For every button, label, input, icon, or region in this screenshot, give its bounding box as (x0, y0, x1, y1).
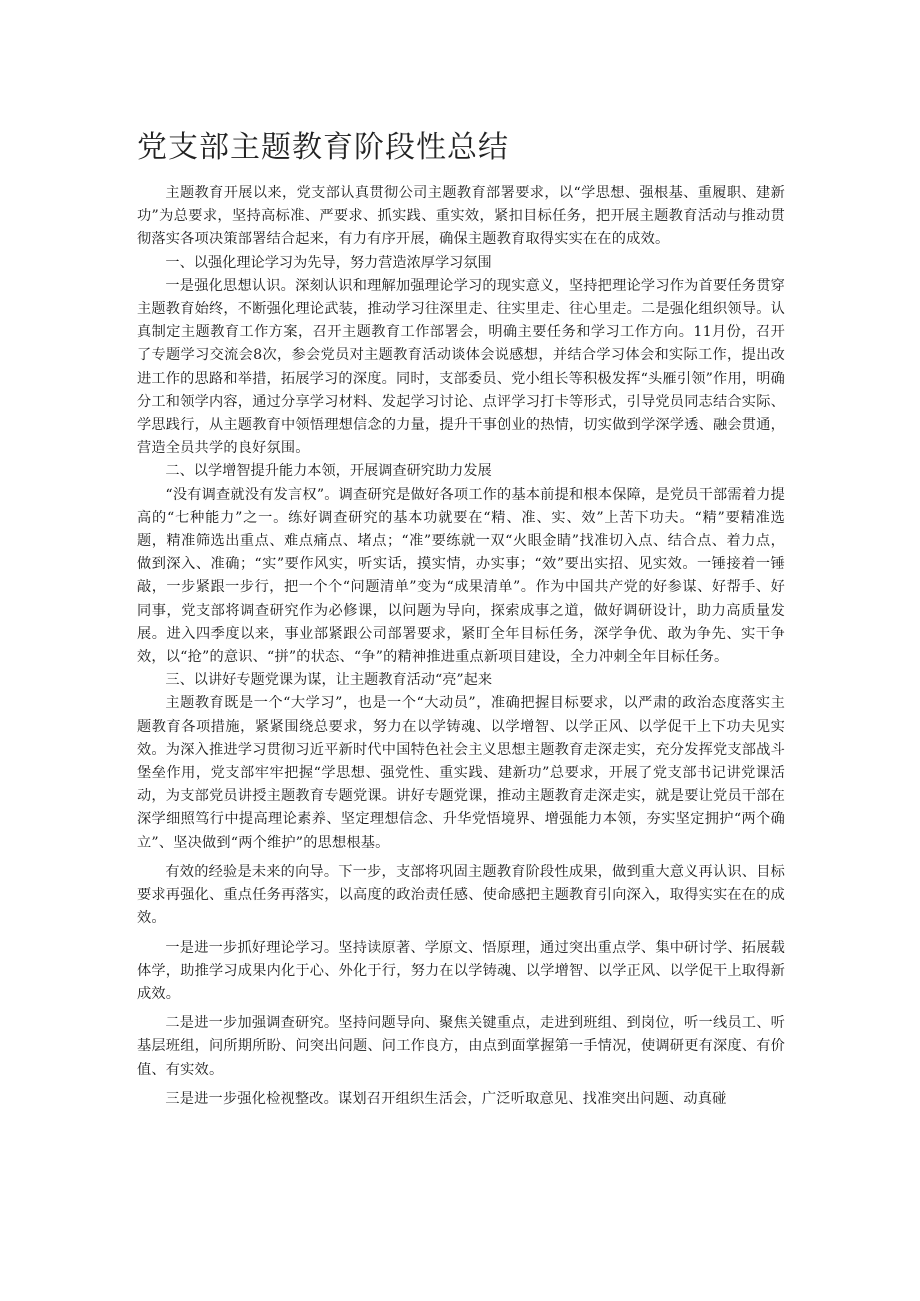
section3-body: 主题教育既是一个“大学习”，也是一个“大动员”，准确把握目标要求，以严肃的政治态度落实主题教育各项措施，紧紧围绕总要求，努力在以学铸魂、以学增智、以学正风、以学促干上下功夫见实效。为深入推进学习贯彻习近平新时代中国特色社会主义思想主题教育走深走实，充分发挥党支部战斗堡垒作用，党支部牢牢把握“学思想、强党性、重实践、建新功”总要求，开展了党支部书记讲党课活动，为支部党员讲授主题教育专题党课。讲好专题党课，推动主题教育走深走实，就是要让党员干部在深学细照笃行中提高理论素养、坚定理想信念、升华党悟境界、增强能力本领，夯实坚定拥护“两个确立”、坚决做到“两个维护”的思想根基。 (137, 695, 785, 851)
section3-heading: 三、以讲好专题党课为谋，让主题教育活动“亮”起来 (165, 672, 493, 689)
section2-heading: 二、以学增智提升能力本领，开展调查研究助力发展 (165, 463, 492, 480)
step1-paragraph: 一是进一步抓好理论学习。坚持读原著、学原文、悟原理，通过突出重点学、集中研讨学、拓展载体学，助推学习成果内化于心、外化于行，努力在以学铸魂、以学增智、以学正风、以学促干上取得新成效。 (137, 939, 785, 1002)
step2-paragraph: 二是进一步加强调查研究。坚持问题导向、聚焦关键重点，走进到班组、到岗位，听一线员工、听基层班组，问所期所盼、问突出问题、问工作良方，由点到面掌握第一手情况，使调研更有深度、有价值、有实效。 (137, 1015, 785, 1078)
step3-paragraph: 三是进一步强化检视整改。谋划召开组织生活会，广泛听取意见、找准突出问题、动真碰 (165, 1090, 727, 1107)
section2-body: “没有调查就没有发言权”。调查研究是做好各项工作的基本前提和根本保障，是党员干部需着力提高的“七种能力”之一。练好调查研究的基本功就要在“精、准、实、效”上苦下功夫。“精”要精准选题，精准筛选出重点、难点痛点、堵点；“准”要练就一双“火眼金睛”找准切入点、结合点、着力点，做到深入、准确；“实”要作风实，听实话，摸实情，办实事；“效”要出实招、见实效。一锤接着一锤敲，一步紧跟一步行，把一个个“问题清单”变为“成果清单”。作为中国共产党的好参谋、好帮手、好同事，党支部将调查研究作为必修课，以问题为导向，探索成事之道，做好调研设计，助力高质量发展。进入四季度以来，事业部紧跟公司部署要求，紧盯全年目标任务，深学争优、敢为争先、实干争效，以“抢”的意识、“拼”的状态、“争”的精神推进重点新项目建设，全力冲刺全年目标任务。 (137, 486, 785, 666)
intro-paragraph: 主题教育开展以来，党支部认真贯彻公司主题教育部署要求，以“学思想、强根基、重履职、建新功”为总要求，坚持高标准、严要求、抓实践、重实效，紧扣目标任务，把开展主题教育活动与推动贯彻落实各项决策部署结合起来，有力有序开展，确保主题教育取得实实在在的成效。 (137, 185, 785, 248)
section1-body: 一是强化思想认识。深刻认识和理解加强理论学习的现实意义，坚持把理论学习作为首要任务贯穿主题教育始终，不断强化理论武装，推动学习往深里走、往实里走、往心里走。二是强化组织领导。认真制定主题教育工作方案，召开主题教育工作部署会，明确主要任务和学习工作方向。11月份，召开了专题学习交流会8次，参会党员对主题教育活动谈体会说感想，并结合学习体会和实际工作，提出改进工作的思路和举措，拓展学习的深度。同时，支部委员、党小组长等积极发挥“头雁引领”作用，明确分工和领学内容，通过分享学习材料、发起学习讨论、点评学习打卡等形式，引导党员同志结合实际、学思践行，从主题教育中领悟理想信念的力量，提升干事创业的热情，切实做到学深学透、融会贯通，营造全员共学的良好氛围。 (137, 277, 785, 457)
section1-heading: 一、以强化理论学习为先导，努力营造浓厚学习氛围 (165, 254, 492, 271)
next-steps-paragraph: 有效的经验是未来的向导。下一步，支部将巩固主题教育阶段性成果，做到重大意义再认识、目标要求再强化、重点任务再落实，以高度的政治责任感、使命感把主题教育引向深入，取得实实在在的成效。 (137, 863, 785, 927)
document-page (137, 128, 785, 1111)
document-title: 党支部主题教育阶段性总结 (137, 130, 509, 165)
